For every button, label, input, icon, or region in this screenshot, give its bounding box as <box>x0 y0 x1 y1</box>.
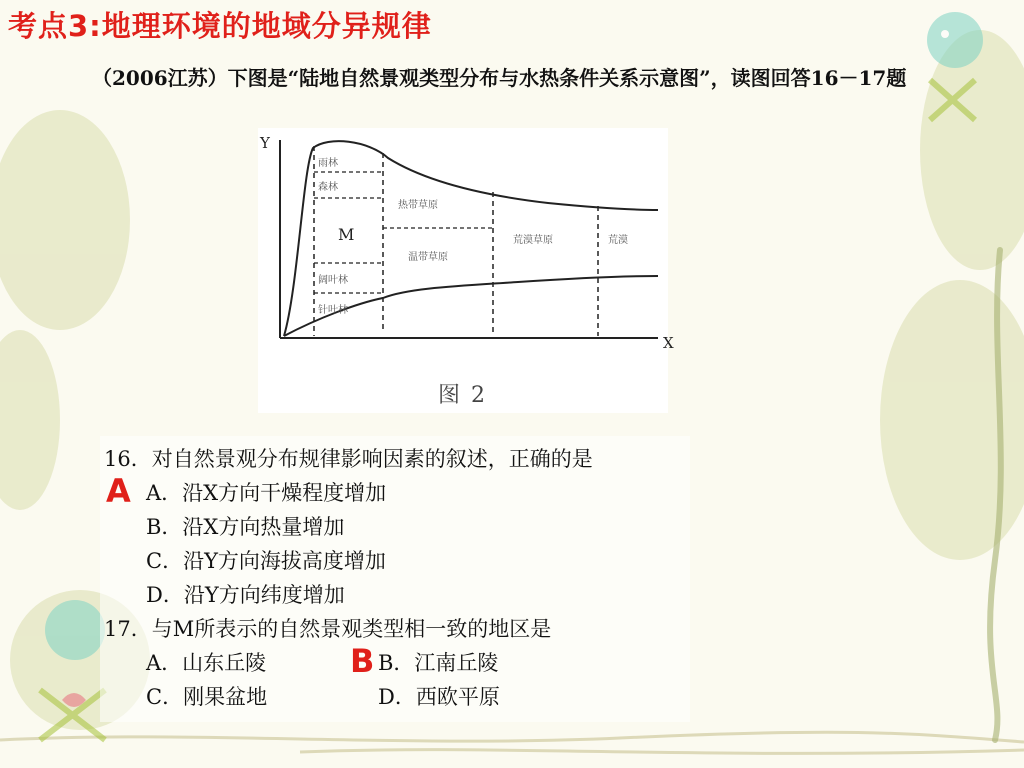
label-tropical-grassland: 热带草原 <box>398 200 438 211</box>
slide-title: 考点3:地理环境的地域分异规律 <box>8 9 432 43</box>
label-broadleaf: 阔叶林 <box>318 275 348 286</box>
question-16-answer: A <box>106 472 131 510</box>
label-desert-grassland: 荒漠草原 <box>513 235 553 246</box>
y-axis-label: Y <box>260 134 270 152</box>
label-forest: 森林 <box>318 182 338 193</box>
q17-option-a: A．山东丘陵 <box>146 651 267 675</box>
region-m-label: M <box>338 225 355 244</box>
q17-option-b: B．江南丘陵 <box>378 651 499 675</box>
label-temperate-grassland: 温带草原 <box>408 252 448 263</box>
question-17-stem: 17．与M所表示的自然景观类型相一致的地区是 <box>104 617 552 641</box>
label-conifer: 针叶林 <box>318 305 348 316</box>
q16-option-a: A．沿X方向干燥程度增加 <box>146 481 387 505</box>
question-17-answer: B <box>350 642 375 680</box>
question-intro: （2006江苏）下图是“陆地自然景观类型分布与水热条件关系示意图”，读图回答16－17题 <box>92 66 907 90</box>
label-rainforest: 雨林 <box>318 158 338 169</box>
label-desert: 荒漠 <box>608 235 628 246</box>
q17-option-c: C．刚果盆地 <box>146 685 268 709</box>
diagram-figure <box>258 128 674 413</box>
figure-caption: 图 2 <box>438 383 487 408</box>
q16-option-c: C．沿Y方向海拔高度增加 <box>146 549 386 573</box>
q17-option-d: D．西欧平原 <box>378 685 500 709</box>
x-axis-label: X <box>663 334 674 352</box>
question-16-stem: 16．对自然景观分布规律影响因素的叙述，正确的是 <box>104 447 593 471</box>
q16-option-d: D．沿Y方向纬度增加 <box>146 583 345 607</box>
landscape-diagram <box>258 128 674 413</box>
q16-option-b: B．沿X方向热量增加 <box>146 515 345 539</box>
